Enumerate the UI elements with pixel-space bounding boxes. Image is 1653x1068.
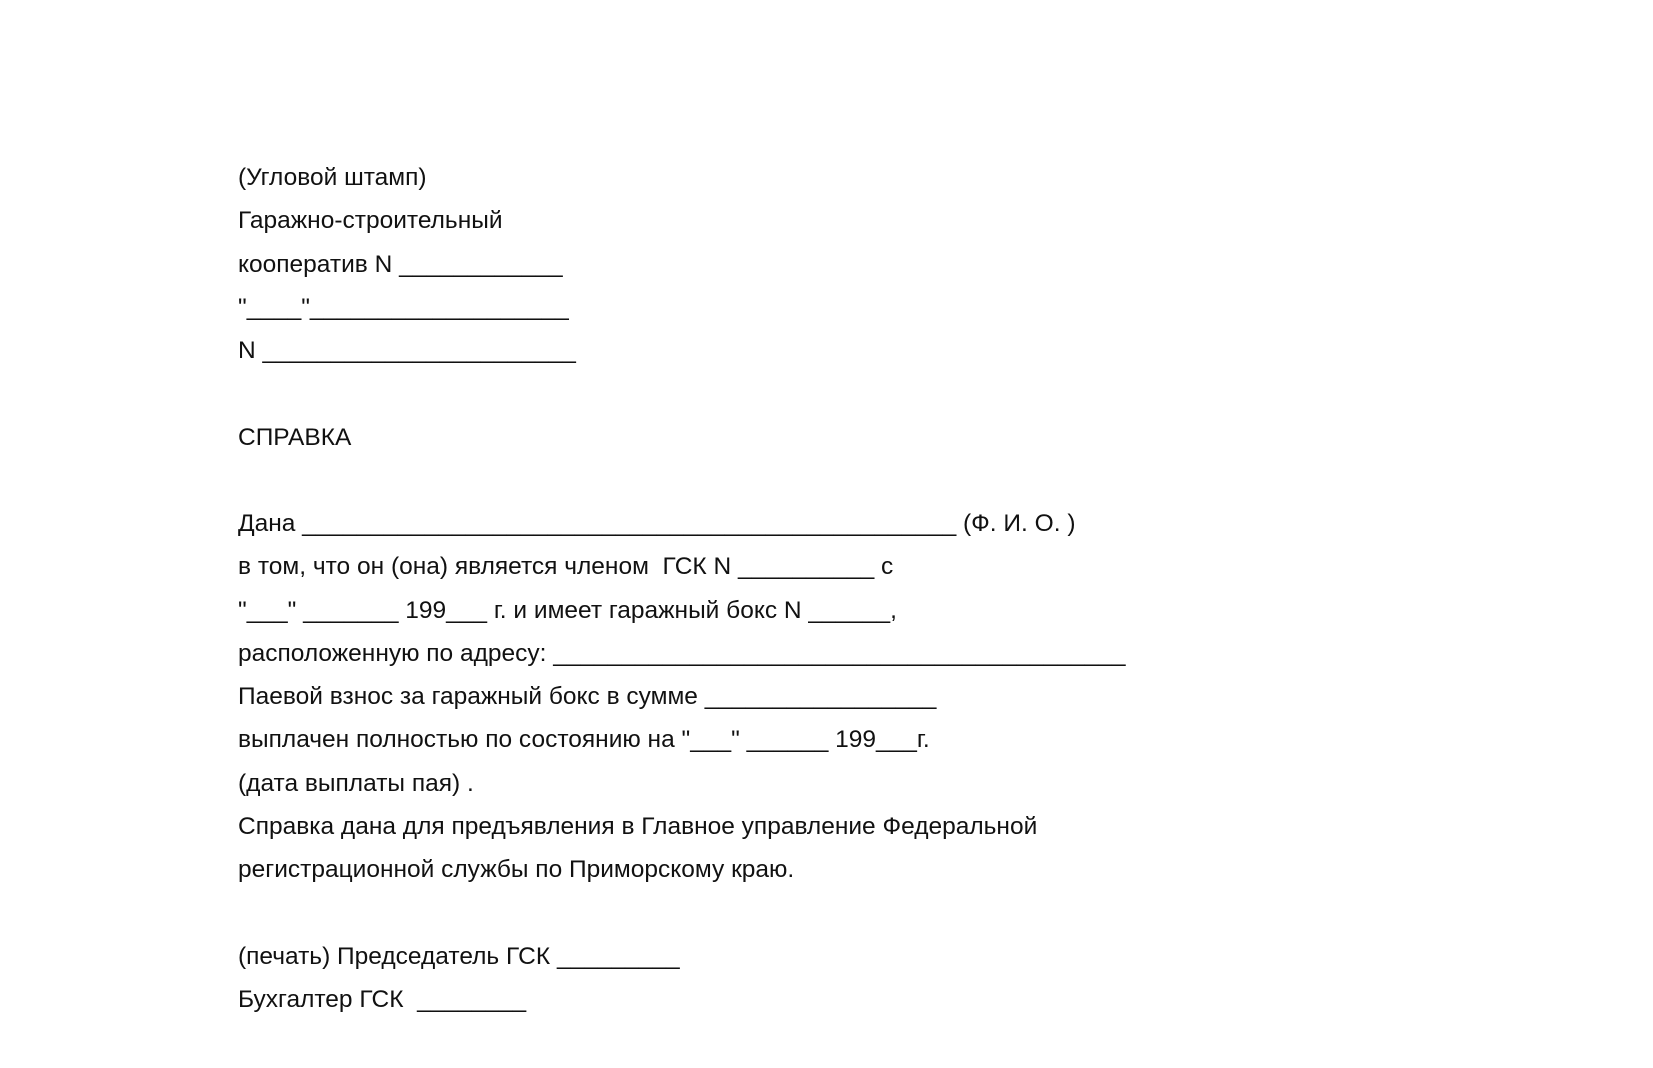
corner-stamp-label: (Угловой штамп) <box>238 164 427 191</box>
document-title: СПРАВКА <box>238 423 352 451</box>
body-line-address: расположенную по адресу: __________________________________________ <box>238 639 1126 667</box>
accountant-signature-line: Бухгалтер ГСК ________ <box>238 985 527 1013</box>
issue-date-line: "____"___________________ <box>238 293 569 321</box>
body-line-share-payment: Паевой взнос за гаражный бокс в сумме _________________ <box>238 683 937 710</box>
body-line-purpose-2: регистрационной службы по Приморскому краю. <box>238 856 795 883</box>
document-number-line: N _______________________ <box>238 337 576 364</box>
organization-line-1: Гаражно-строительный <box>238 207 503 235</box>
body-line-membership: в том, что он (она) является членом ГСК N __________ с <box>238 553 894 581</box>
spacer <box>238 459 1126 502</box>
spacer <box>238 372 1126 415</box>
certificate-text <box>238 156 1126 1021</box>
body-line-paid-in-full: выплачен полностью по состоянию на "___" ______ 199___г. <box>238 726 930 754</box>
organization-line-2: кооператив N ____________ <box>238 250 563 278</box>
chairman-signature-line: (печать) Председатель ГСК _________ <box>238 942 680 970</box>
spacer <box>238 891 1126 934</box>
body-line-purpose-1: Справка дана для предъявления в Главное управление Федеральной <box>238 812 1038 840</box>
body-line-issued-to: Дана ________________________________________________ (Ф. И. О. ) <box>238 510 1076 537</box>
body-line-payment-date-note: (дата выплаты пая) . <box>238 769 474 797</box>
body-line-garage-box: "___" _______ 199___ г. и имеет гаражный бокс N ______, <box>238 596 897 624</box>
